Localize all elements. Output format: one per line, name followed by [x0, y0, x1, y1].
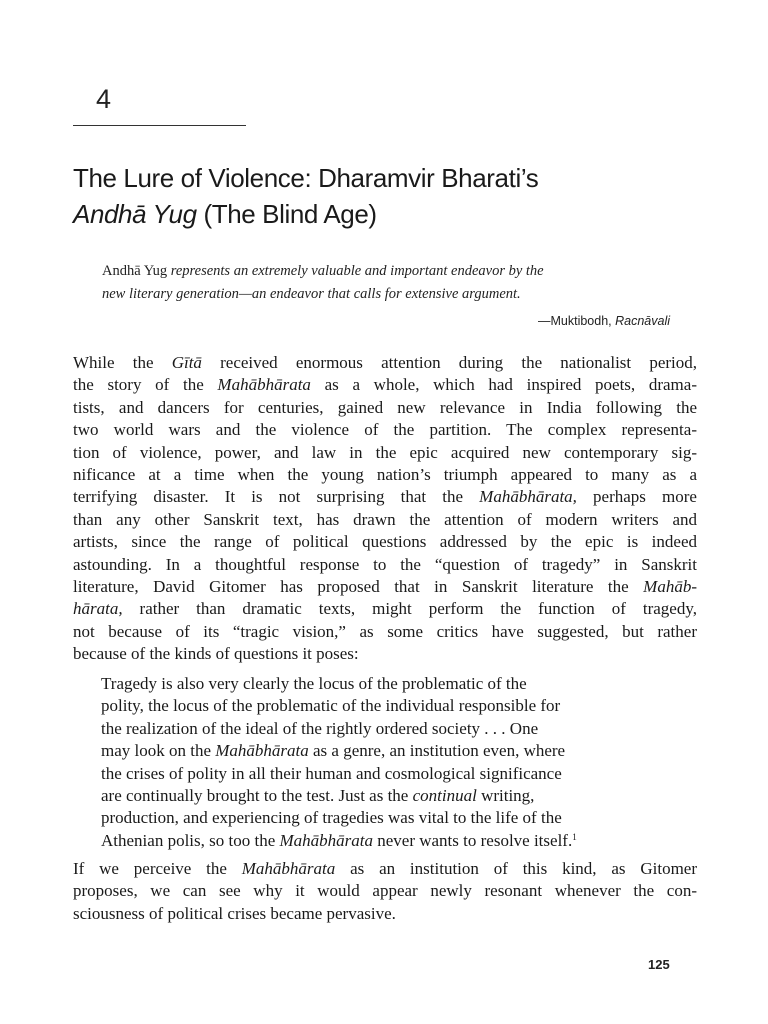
italic-term: Mahābhārata	[215, 741, 309, 761]
attribution-author: —Muktibodh,	[537, 314, 616, 328]
italic-term: Mahābhārata	[241, 859, 336, 878]
text-line: tists, and dancers for centuries, gained new relevance in India following the	[73, 397, 697, 417]
text-line: than any other Sanskrit text, has drawn the attention of modern writers and	[73, 509, 697, 529]
text-line: the realization of the ideal of the rightly ordered society . . . One	[101, 718, 539, 738]
text-line: nificance at a time when the young nation’s triumph appeared to many as a	[73, 464, 697, 484]
chapter-title-italic: Andhā Yug	[73, 199, 197, 229]
chapter-title-line-1: The Lure of Violence: Dharamvir Bharati’s	[73, 163, 539, 193]
italic-term: Mahāb-	[643, 576, 697, 596]
text-line: If we perceive the Mahābhārata as an institution of this kind, as Gitomer	[73, 859, 697, 878]
text-line: two world wars and the violence of the partition. The complex representa-	[73, 420, 697, 440]
page-number: 125	[648, 957, 670, 972]
italic-term: Mahābhārata,	[479, 487, 577, 507]
text-line: the story of the Mahābhārata as a whole, which had inspired poets, drama-	[73, 375, 697, 395]
italic-term: Mahābhārata	[279, 830, 373, 850]
text-line: sciousness of political crises became pervasive.	[73, 903, 396, 923]
text-line: hārata, rather than dramatic texts, might perform the function of tragedy,	[73, 599, 697, 619]
chapter-rule	[73, 125, 246, 126]
footnote-marker[interactable]: 1	[572, 831, 577, 842]
text-line: While the Gītā received enormous attention during the nationalist period,	[73, 353, 697, 372]
text-line: astounding. In a thoughtful response to the “question of tragedy” in Sanskrit	[73, 554, 697, 574]
text-line: proposes, we can see why it would appear newly resonant whenever the con-	[73, 881, 697, 901]
body-paragraph-2	[73, 858, 697, 925]
body-paragraph-1	[73, 352, 697, 665]
text-line: not because of its “tragic vision,” as some critics have suggested, but rather	[73, 621, 697, 641]
chapter-title-rest: (The Blind Age)	[196, 199, 377, 229]
text-line: the crises of polity in all their human and cosmological significance	[101, 763, 562, 783]
epigraph-work-title: Andhā Yug	[102, 263, 168, 279]
epigraph-attribution	[538, 314, 670, 328]
text-line: Tragedy is also very clearly the locus of the problematic of the	[101, 674, 527, 693]
chapter-number: 4	[96, 84, 112, 114]
attribution-work: Racnāvali	[615, 314, 670, 328]
italic-term: Mahābhārata	[217, 375, 311, 395]
epigraph-line-1	[102, 260, 692, 283]
text-line: are continually brought to the test. Just as the continual writing,	[101, 785, 535, 805]
text-line: production, and experiencing of tragedies was vital to the life of the	[101, 808, 562, 828]
italic-term: hārata,	[73, 599, 123, 619]
text-line: artists, since the range of political questions addressed by the epic is indeed	[73, 532, 697, 552]
chapter-title	[73, 160, 713, 232]
epigraph-line-1-rest: represents an extremely valuable and important endeavor by the	[167, 263, 544, 279]
text-line: because of the kinds of questions it poses:	[73, 644, 359, 664]
text-line: literature, David Gitomer has proposed that in Sanskrit literature the Mahāb-	[73, 576, 697, 596]
epigraph-line-2: new literary generation—an endeavor that calls for extensive argument.	[102, 286, 521, 302]
italic-term: Gītā	[171, 353, 202, 372]
text-line: terrifying disaster. It is not surprising that the Mahābhārata, perhaps more	[73, 487, 697, 507]
block-quote	[101, 673, 663, 852]
epigraph	[102, 260, 692, 306]
text-line: tion of violence, power, and law in the epic acquired new contemporary sig-	[73, 442, 697, 462]
text-line: may look on the Mahābhārata as a genre, an institution even, where	[101, 741, 566, 761]
italic-term: continual	[412, 785, 477, 805]
chapter-title-line-2	[73, 196, 713, 232]
text-line: Athenian polis, so too the Mahābhārata never wants to resolve itself.$^1$	[101, 830, 577, 850]
text-line: polity, the locus of the problematic of the individual responsible for	[101, 696, 561, 716]
